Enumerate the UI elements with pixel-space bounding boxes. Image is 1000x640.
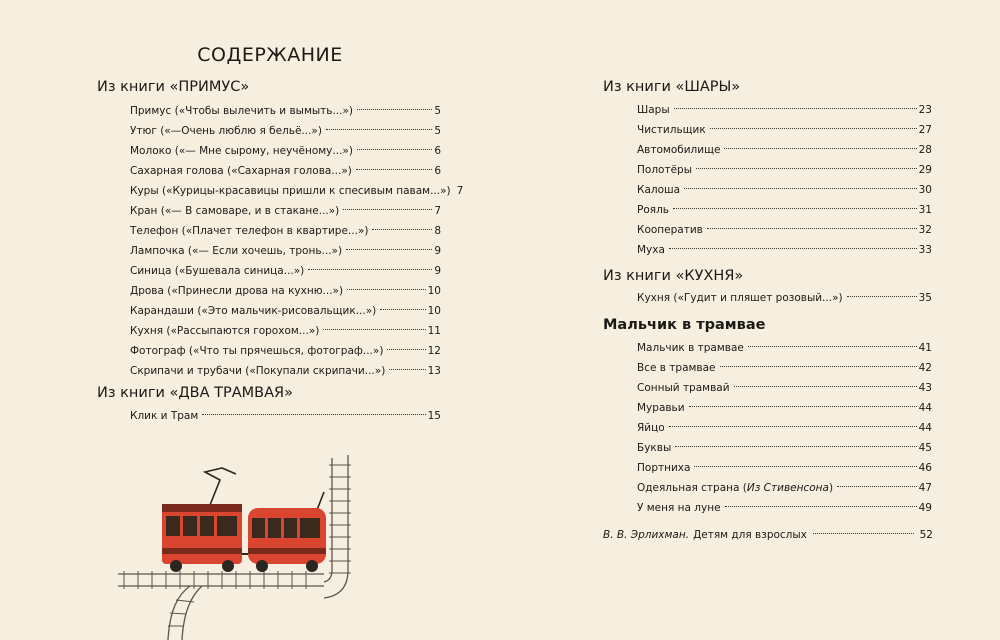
toc-entry[interactable]: Все в трамвае 42 [637, 362, 932, 374]
toc-entry[interactable]: Лампочка («— Если хочешь, тронь...») 9 [130, 245, 441, 257]
toc-list-kitchen [637, 288, 932, 308]
toc-entry[interactable]: Рояль 31 [637, 204, 932, 216]
toc-entry[interactable]: Калоша 30 [637, 184, 932, 196]
toc-entry[interactable]: Карандаши («Это мальчик-рисовальщик...») 10 [130, 305, 441, 317]
toc-entry[interactable]: Муха 33 [637, 244, 932, 256]
toc-entry[interactable]: Скрипачи и трубачи («Покупали скрипачи...») 13 [130, 365, 441, 377]
toc-entry[interactable]: Утюг («—Очень люблю я бельё...») 5 [130, 125, 441, 137]
tram-car-icon [162, 504, 242, 572]
afterword-page: 52 [919, 529, 933, 541]
afterword-title: Детям для взрослых [693, 529, 807, 541]
toc-list-boy-in-tram [637, 338, 932, 518]
toc-entry[interactable]: Шары 23 [637, 104, 932, 116]
section-heading-boy-in-tram: Мальчик в трамвае [603, 317, 766, 333]
tram-illustration [110, 450, 380, 640]
toc-entry[interactable]: Примус («Чтобы вылечить и вымыть...») 5 [130, 105, 441, 117]
afterword-author: В. В. Эрлихман. [603, 529, 690, 541]
toc-entry[interactable]: Дрова («Принесли дрова на кухню...») 10 [130, 285, 441, 297]
toc-entry[interactable]: Мальчик в трамвае 41 [637, 342, 932, 354]
toc-entry[interactable]: Автомобилище 28 [637, 144, 932, 156]
toc-entry[interactable]: Синица («Бушевала синица...») 9 [130, 265, 441, 277]
toc-entry[interactable]: Буквы 45 [637, 442, 932, 454]
toc-entry[interactable]: Фотограф («Что ты прячешься, фотограф...») 12 [130, 345, 441, 357]
toc-entry[interactable]: Кухня («Гудит и пляшет розовый...») 35 [637, 292, 932, 304]
toc-entry[interactable]: Одеяльная страна (Из Стивенсона) 47 [637, 482, 932, 494]
page-title: СОДЕРЖАНИЕ [197, 44, 343, 66]
toc-entry[interactable]: Сонный трамвай 43 [637, 382, 932, 394]
section-heading-primus: Из книги «ПРИМУС» [97, 79, 250, 95]
toc-entry-afterword[interactable] [603, 525, 933, 545]
toc-list-primus [130, 101, 464, 381]
toc-entry[interactable]: Полотёры 29 [637, 164, 932, 176]
toc-entry[interactable]: Кран («— В самоваре, и в стакане...») 7 [130, 205, 441, 217]
toc-entry[interactable]: Телефон («Плачет телефон в квартире...») 8 [130, 225, 441, 237]
section-heading-balls: Из книги «ШАРЫ» [603, 79, 741, 95]
toc-list-two-trams [130, 406, 441, 426]
toc-list-balls [637, 100, 932, 260]
toc-entry[interactable]: Кооператив 32 [637, 224, 932, 236]
section-heading-two-trams: Из книги «ДВА ТРАМВАЯ» [97, 385, 293, 401]
toc-entry[interactable]: Клик и Трам 15 [130, 410, 441, 422]
tram-car-icon [248, 508, 326, 572]
toc-entry[interactable]: Сахарная голова («Сахарная голова...») 6 [130, 165, 441, 177]
toc-entry[interactable]: Портниха 46 [637, 462, 932, 474]
toc-entry[interactable]: Куры («Курицы-красавицы пришли к спесивым павам...») 7 [130, 185, 464, 197]
toc-entry[interactable]: Чистильщик 27 [637, 124, 932, 136]
toc-entry[interactable]: Кухня («Рассыпаются горохом...») 11 [130, 325, 441, 337]
toc-entry[interactable]: Муравьи 44 [637, 402, 932, 414]
toc-entry[interactable]: У меня на луне 49 [637, 502, 932, 514]
toc-entry[interactable]: Молоко («— Мне сырому, неучёному...») 6 [130, 145, 441, 157]
section-heading-kitchen: Из книги «КУХНЯ» [603, 268, 744, 284]
toc-entry[interactable]: Яйцо 44 [637, 422, 932, 434]
